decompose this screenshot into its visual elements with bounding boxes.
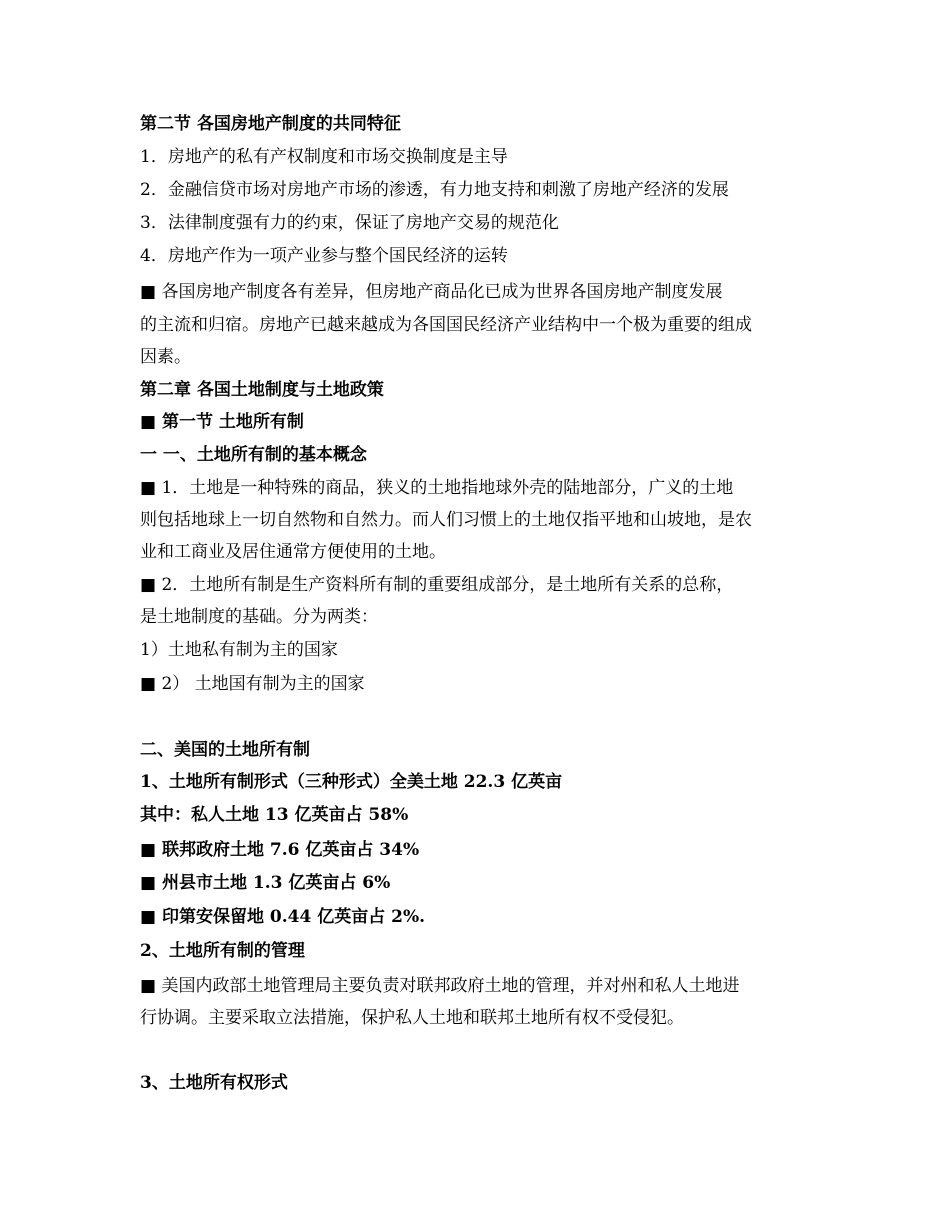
list-item: ■ 州县市土地 1.3 亿英亩占 6% [140,873,391,893]
paragraph-line: 是土地制度的基础。分为两类： [140,607,378,627]
list-item: 3．法律制度强有力的约束，保证了房地产交易的规范化 [140,213,559,233]
paragraph-line: ■ 1．土地是一种特殊的商品，狭义的土地指地球外壳的陆地部分，广义的土地 [140,478,734,498]
list-item: 2．金融信贷市场对房地产市场的渗透，有力地支持和刺激了房地产经济的发展 [140,180,729,200]
section-heading: 第二节 各国房地产制度的共同特征 [140,114,401,134]
paragraph-line: ■ 2．土地所有制是生产资料所有制的重要组成部分，是土地所有关系的总称， [140,575,734,595]
list-item: ■ 联邦政府土地 7.6 亿英亩占 34% [140,840,420,860]
paragraph-line: ■ 各国房地产制度各有差异，但房地产商品化已成为世界各国房地产制度发展 [140,282,723,302]
subsection-heading: 1、土地所有制形式（三种形式）全美土地 22.3 亿英亩 [140,772,563,792]
paragraph-line: 因素。 [140,347,191,367]
list-item: 4．房地产作为一项产业参与整个国民经济的运转 [140,246,508,266]
paragraph-line: 行协调。主要采取立法措施，保护私人土地和联邦土地所有权不受侵犯。 [140,1008,684,1028]
paragraph-line: 则包括地球上一切自然物和自然力。而人们习惯上的土地仅指平地和山坡地，是农 [140,510,752,530]
list-item: 1）土地私有制为主的国家 [140,640,338,660]
subsection-heading: 一 一、土地所有制的基本概念 [140,445,367,465]
list-item: 其中：私人土地 13 亿英亩占 58% [140,805,409,825]
list-item: ■ 印第安保留地 0.44 亿英亩占 2%. [140,907,426,927]
list-item: ■ 2） 土地国有制为主的国家 [140,674,365,694]
subsection-heading: 二、美国的土地所有制 [140,740,310,760]
subsection-heading: 3、土地所有权形式 [140,1073,288,1093]
paragraph-line: ■ 美国内政部土地管理局主要负责对联邦政府土地的管理，并对州和私人土地进 [140,976,740,996]
subsection-heading: 2、土地所有制的管理 [140,941,305,961]
section-heading: ■ 第一节 土地所有制 [140,412,304,432]
paragraph-line: 的主流和归宿。房地产已越来越成为各国国民经济产业结构中一个极为重要的组成 [140,315,752,335]
chapter-heading: 第二章 各国土地制度与土地政策 [140,380,384,400]
list-item: 1．房地产的私有产权制度和市场交换制度是主导 [140,147,508,167]
paragraph-line: 业和工商业及居住通常方便使用的土地。 [140,542,446,562]
